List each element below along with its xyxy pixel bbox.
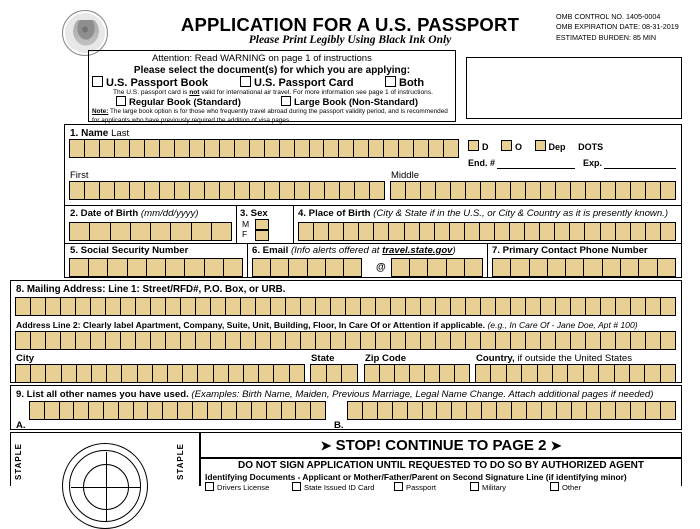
pob-label: 4. Place of Birth: [298, 208, 371, 219]
expiration-label: Exp.: [583, 158, 603, 168]
sex-female-checkbox[interactable]: [255, 230, 269, 241]
ssn-label: 5. Social Security Number: [70, 245, 189, 256]
name-field-label: [70, 128, 129, 139]
dob-field-label: [70, 208, 198, 219]
city-label: City: [16, 353, 35, 364]
pob-field-label: [298, 208, 668, 219]
large-book-note: [92, 108, 452, 125]
country-label: Country,: [476, 353, 515, 364]
id-doc-passport-option[interactable]: [394, 482, 436, 492]
both-option[interactable]: [385, 76, 424, 89]
dots-label: DOTS: [578, 142, 604, 152]
sex-male-label: M: [242, 219, 250, 229]
id-doc-drivers-license-option[interactable]: [205, 482, 269, 492]
staple-left-label: STAPLE: [14, 443, 23, 480]
other-names-b-input[interactable]: [347, 401, 676, 420]
state-input[interactable]: [310, 364, 358, 383]
country-hint: if outside the United States: [514, 353, 633, 364]
sex-female-label: F: [242, 228, 248, 239]
divider-sex-right: [293, 205, 294, 243]
o-label: O: [515, 142, 523, 152]
email-at-symbol: @: [376, 262, 386, 273]
phone-input[interactable]: [492, 258, 676, 277]
zip-label: Zip Code: [365, 353, 407, 364]
country-label-row: [476, 353, 632, 364]
other-names-label: 9. List all other names you have used.: [16, 389, 189, 400]
phone-label: 7. Primary Contact Phone Number: [492, 245, 648, 256]
email-hint-pre: (Info alerts offered at: [290, 245, 383, 256]
expiration-line[interactable]: [604, 168, 676, 169]
id-doc-state-id-option[interactable]: [292, 482, 375, 492]
d-label: D: [482, 142, 489, 152]
other-id-checkbox[interactable]: [550, 482, 559, 491]
middle-name-label: Middle: [391, 170, 419, 181]
other-names-b-label: B.: [334, 420, 344, 431]
military-label: Military: [482, 483, 507, 492]
zip-input[interactable]: [364, 364, 470, 383]
country-input[interactable]: [475, 364, 676, 383]
travel-state-gov-link[interactable]: travel.state.gov: [382, 245, 453, 256]
regular-book-checkbox[interactable]: [116, 96, 126, 106]
state-label: State: [311, 353, 335, 364]
do-not-sign-warning: DO NOT SIGN APPLICATION UNTIL REQUESTED TO DO SO BY AUTHORIZED AGENT: [238, 460, 644, 471]
sex-options[interactable]: [242, 220, 249, 240]
divider-email-left: [247, 243, 248, 278]
passport-card-checkbox[interactable]: [240, 76, 251, 87]
divider-row5: [64, 243, 682, 244]
divider-row2: [64, 205, 682, 206]
regular-book-option[interactable]: [116, 96, 241, 108]
last-name-label: Last: [111, 128, 130, 139]
d-checkbox[interactable]: [468, 140, 479, 151]
mailing-address-label-row: [16, 284, 285, 295]
email-user-input[interactable]: [252, 258, 362, 277]
omb-control-number: OMB CONTROL NO. 1405-0004: [556, 12, 661, 21]
card-air-travel-note: [94, 89, 452, 96]
other-id-label: Other: [562, 483, 581, 492]
military-checkbox[interactable]: [470, 482, 479, 491]
both-label: Both: [399, 77, 425, 89]
dob-label: 2. Date of Birth: [70, 208, 139, 219]
address-line2-label-row: [16, 320, 638, 330]
mailing-address-label: 8. Mailing Address:: [16, 284, 106, 295]
regular-book-label: Regular Book (Standard): [129, 97, 241, 108]
o-checkbox[interactable]: [501, 140, 512, 151]
arrow-right-icon: ➤: [550, 438, 562, 453]
card-note-pre: The U.S. passport card is: [113, 89, 190, 96]
other-names-label-row: [16, 389, 653, 400]
page-title: APPLICATION FOR A U.S. PASSPORT: [180, 14, 520, 35]
id-doc-military-option[interactable]: [470, 482, 506, 492]
other-names-a-input[interactable]: [29, 401, 326, 420]
email-hint-post: ): [452, 245, 456, 256]
divider-sex-left: [236, 205, 237, 243]
email-label: 6. Email: [252, 245, 289, 256]
mailing-address-line1-label: Line 1: Street/RFD#, P.O. Box, or URB.: [105, 284, 286, 295]
large-book-option[interactable]: [281, 96, 418, 108]
staple-right-label: STAPLE: [176, 443, 185, 480]
dots-checkbox-group[interactable]: [468, 140, 603, 152]
passport-card-option[interactable]: [240, 76, 354, 89]
attention-warning-text: Attention: Read WARNING on page 1 of instructions: [152, 53, 372, 64]
state-id-checkbox[interactable]: [292, 482, 301, 491]
city-input[interactable]: [15, 364, 305, 383]
drivers-license-checkbox[interactable]: [205, 482, 214, 491]
mailing-address-line1-input[interactable]: [15, 297, 676, 316]
passport-book-option[interactable]: [92, 76, 208, 89]
seal-globe: [83, 464, 129, 510]
other-names-hint: (Examples: Birth Name, Maiden, Previous Marriage, Legal Name Change. Attach additional pages if needed): [191, 389, 654, 400]
card-note-not: not: [189, 89, 200, 96]
mailing-address-line2-input[interactable]: [15, 331, 676, 350]
passport-id-checkbox[interactable]: [394, 482, 403, 491]
sex-label: 3. Sex: [240, 208, 268, 219]
card-note-post: valid for international air travel. For more information see page 1 of instructions.: [199, 89, 433, 96]
page-subtitle: Please Print Legibly Using Black Ink Only: [248, 34, 452, 46]
both-checkbox[interactable]: [385, 76, 396, 87]
stop-continue-text: [200, 437, 682, 454]
id-doc-other-option[interactable]: [550, 482, 581, 492]
pob-hint: (City & State if in the U.S., or City & Country as it is presently known.): [373, 208, 669, 219]
note-label: Note:: [92, 108, 109, 115]
embossed-seal-circle: [62, 443, 148, 529]
omb-info: [556, 12, 679, 43]
dob-hint: (mm/dd/yyyy): [140, 208, 199, 219]
endorsement-number-line[interactable]: [497, 168, 575, 169]
omb-expiration-date: OMB EXPIRATION DATE: 08-31-2019: [556, 22, 679, 32]
email-field-label: [252, 245, 456, 256]
email-domain-input[interactable]: [391, 258, 483, 277]
stop-label: STOP! CONTINUE TO PAGE 2: [335, 437, 547, 454]
passport-book-label: U.S. Passport Book: [106, 77, 209, 89]
sex-female-option[interactable]: [242, 230, 249, 240]
ssn-input[interactable]: [69, 258, 243, 277]
endorsement-number-label: End. #: [468, 158, 496, 168]
first-name-label: First: [70, 170, 89, 181]
middle-name-input[interactable]: [390, 181, 676, 200]
dob-input[interactable]: [69, 222, 232, 241]
passport-card-label: U.S. Passport Card: [254, 77, 354, 89]
divider-phone-left: [487, 243, 488, 278]
dep-checkbox[interactable]: [535, 140, 546, 151]
other-names-a-label: A.: [16, 420, 26, 431]
note-text: The large book option is for those who frequently travel abroad during the passport validity period, and is recommended for applicants who have previously required the addition of visa pages.: [92, 108, 448, 124]
dep-label: Dep: [548, 142, 566, 152]
address-line2-example: (e.g., In Care Of - Jane Doe, Apt # 100): [485, 320, 638, 330]
last-name-input[interactable]: [69, 139, 459, 158]
first-name-input[interactable]: [69, 181, 385, 200]
drivers-license-label: Drivers License: [217, 483, 270, 492]
name-label: 1. Name: [70, 128, 109, 139]
passport-id-label: Passport: [406, 483, 436, 492]
address-line2-label: Address Line 2:: [16, 320, 83, 330]
large-book-checkbox[interactable]: [281, 96, 291, 106]
omb-estimated-burden: ESTIMATED BURDEN: 85 MIN: [556, 32, 657, 42]
sex-male-checkbox[interactable]: [255, 219, 269, 230]
state-id-label: State Issued ID Card: [304, 483, 375, 492]
identifying-documents-label: Identifying Documents - Applicant or Mother/Father/Parent on Second Signature Line (if identifying minor): [205, 472, 627, 482]
address-line2-desc: Apartment, Company, Suite, Unit, Building, Floor, In Care Of or Attention if applicable.: [133, 320, 486, 330]
select-documents-label: Please select the document(s) for which you are applying:: [133, 65, 411, 76]
address-line2-clearly-label: Clearly label: [82, 320, 134, 330]
photo-placeholder-box: [466, 57, 682, 119]
passport-book-checkbox[interactable]: [92, 76, 103, 87]
arrow-left-icon: ➤: [320, 438, 332, 453]
pob-input[interactable]: [298, 222, 676, 241]
large-book-label: Large Book (Non-Standard): [294, 97, 419, 108]
